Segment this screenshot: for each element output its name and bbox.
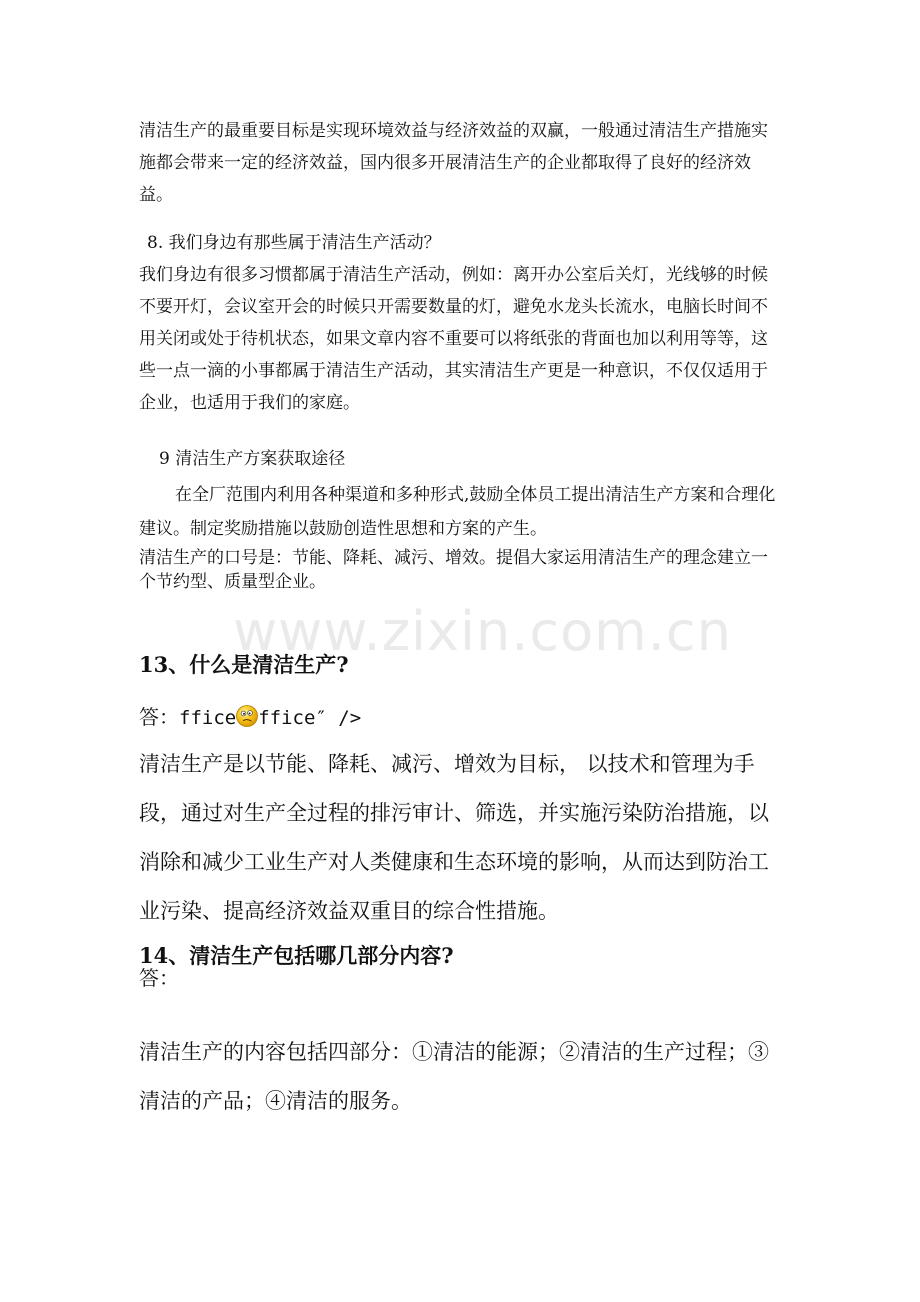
paragraph-slogan: 清洁生产的口号是：节能、降耗、减污、增效。提倡大家运用清洁生产的理念建立一个节约型、质量型企业。 [139, 548, 768, 592]
watermark-text: www.zixin.com.cn [233, 600, 732, 663]
answer-13-prefix: 答： [139, 705, 179, 729]
heading-question-13: 13、什么是清洁生产? [139, 652, 349, 677]
paragraph-economic-benefit: 清洁生产的最重要目标是实现环境效益与经济效益的双赢，一般通过清洁生产措施实施都会带来一定的经济效益，国内很多开展清洁生产的企业都取得了良好的经济效益。 [139, 121, 768, 205]
answer-13-body: 清洁生产是以节能、降耗、减污、增效为目标， 以技术和管理为手段，通过对生产全过程的排污审计、筛选，并实施污染防治措施，以消除和减少工业生产对人类健康和生态环境的影响，从而达到防治工业污染、提高经济效益双重目的综合性措施。 [139, 752, 769, 923]
answer-13-code-part-1: ffice [179, 707, 237, 729]
answer-14-prefix: 答： [139, 966, 179, 990]
paragraph-proposal-channels: 在全厂范围内利用各种渠道和多种形式,鼓励全体员工提出清洁生产方案和合理化建议。制定奖励措施以鼓励创造性思想和方案的产生。 [139, 485, 776, 539]
confused-smiley-icon [235, 704, 259, 728]
answer-14-body: 清洁生产的内容包括四部分：①清洁的能源；②清洁的生产过程；③清洁的产品；④清洁的服务。 [139, 1040, 769, 1113]
answer-13-code-line [139, 703, 361, 732]
heading-question-9: 9 清洁生产方案获取途径 [159, 449, 346, 469]
answer-13-code-part-2: ffice″ /> [258, 707, 362, 729]
heading-question-14: 14、清洁生产包括哪几部分内容? [139, 943, 454, 968]
paragraph-daily-activities: 我们身边有很多习惯都属于清洁生产活动，例如：离开办公室后关灯，光线够的时候不要开灯，会议室开会的时候只开需要数量的灯，避免水龙头长流水，电脑长时间不用关闭或处于待机状态，如果文章内容不重要可以将纸张的背面也加以利用等等，这些一点一滴的小事都属于清洁生产活动，其实清洁生产更是一种意识，不仅仅适用于企业，也适用于我们的家庭。 [139, 265, 768, 413]
heading-question-8: 8. 我们身边有那些属于清洁生产活动？ [147, 233, 441, 253]
